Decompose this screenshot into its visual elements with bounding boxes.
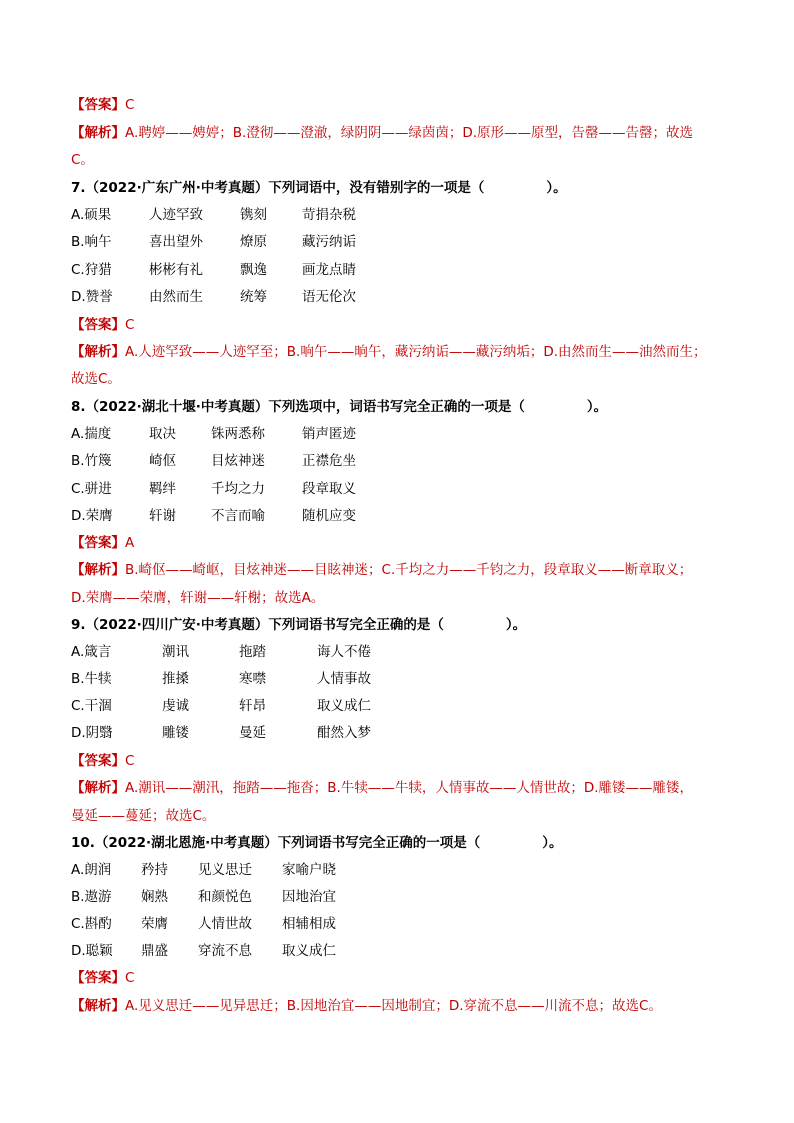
q8-stem	[71, 397, 724, 417]
q8-analysis-cont: D.荣膺——荣膺，轩谢——轩榭；故选A。	[71, 590, 325, 606]
q7-analysis-cont: 故选C。	[71, 371, 121, 387]
answer-value: A	[125, 535, 135, 551]
question-end: ）。	[586, 399, 608, 415]
question-end: ）。	[505, 617, 527, 633]
q9-analysis	[71, 778, 724, 798]
analysis-tag: 【解析】	[71, 998, 125, 1014]
analysis-text: A.见义思迁——见异思迁；B.因地治宜——因地制宜；D.穿流不息——川流不息；故选C。	[125, 998, 662, 1014]
question-text: 9.（2022·四川广安·中考真题）下列词语书写完全正确的是（	[71, 617, 444, 633]
answer-value: C	[125, 317, 135, 333]
question-end: ）。	[546, 180, 567, 196]
answer-value: C	[125, 97, 135, 113]
document-page: 【答案】C 【解析】A.聘婷——娉婷；B.澄彻——澄澈，绿阴阴——绿茵茵；D.原形——原型，告罄——告罄；故选 C。 7.（2022·广东广州·中考真题）下列词语中，没有错别字的一项是（ ）。 A.硕果 人迹罕致 镌刻 苛捐杂税 B.响午 喜出望外 燎原 藏污纳诟 C.狩猎 彬彬有礼 飘逸 画龙点睛 D.赞誉 由然而生 统筹 语无伦次 【答案】C 【解析】A.人迹罕致——人迹罕至；B.响午——晌午，藏污纳诟——藏污纳垢；D.由然而生——油然而生； 故选C。 8.（2022·湖北十堰·中考真题）下列选项中，词语书写完全正确的一项是（ ）。 A.揣度 取决 铢两悉称 销声匿迹 B.竹篾 崎伛 目炫神迷 正襟危坐 C.骈进 羁绊 千均之力 段章取义 D.荣膺 轩谢 不言而喻 随机应变 【答案】A 【解析】B.崎伛——崎岖，目炫神迷——目眩神迷；C.千均之力——千钧之力，段章取义——断章取义； D.荣膺——荣膺，轩谢——轩榭；故选A。 9.（2022·四川广安·中考真题）下列词语书写完全正确的是（ ）。 A.箴言 潮讯 拖踏 诲人不倦 B.牛犊 推搡 寒噤 人情事故 C.干涸 虔诚 轩昂 取义成仁 D.阴翳 雕镂 曼延 酣然入梦 【答案】C 【解析】A.潮讯——潮汛，拖踏——拖沓；B.牛犊——牛犊，人情事故——人情世故；D.雕镂——雕镂， 曼延——蔓延；故选C。 10.（2022·湖北恩施·中考真题）下列词语书写完全正确的一项是（ ）。 A.朗润 矜持 见义思迁 家喻户晓 B.遨游 娴熟 和颜悦色 因地治宜 C.斟酌 荣膺 人情世故 相辅相成 D.聪颖 鼎盛 穿流不息 取义成仁 【答案】C 【解析】A.见义思迁——见异思迁；B.因地治宜——因地制宜；D.穿流不息——川流不息；故选C。	[0, 0, 794, 1123]
q7-analysis	[71, 342, 724, 362]
analysis-tag: 【解析】	[71, 562, 125, 578]
q6-analysis-cont: C。	[71, 152, 94, 168]
answer-tag: 【答案】	[71, 97, 125, 113]
answer-tag: 【答案】	[71, 753, 125, 769]
q7-stem	[71, 178, 724, 198]
analysis-text: B.崎伛——崎岖，目炫神迷——目眩神迷；C.千均之力——千钧之力，段章取义——断章取义；	[125, 562, 693, 578]
answer-value: C	[125, 970, 135, 986]
q8-answer	[71, 533, 724, 553]
answer-tag: 【答案】	[71, 535, 125, 551]
analysis-tag: 【解析】	[71, 780, 125, 796]
q7-answer	[71, 315, 724, 335]
question-text: 8.（2022·湖北十堰·中考真题）下列选项中，词语书写完全正确的一项是（	[71, 399, 525, 415]
q9-stem	[71, 615, 724, 635]
q10-stem	[71, 833, 724, 853]
q10-answer	[71, 968, 724, 988]
q6-analysis	[71, 123, 724, 143]
analysis-tag: 【解析】	[71, 344, 125, 360]
answer-tag: 【答案】	[71, 317, 125, 333]
answer-tag: 【答案】	[71, 970, 125, 986]
q9-analysis-cont: 曼延——蔓延；故选C。	[71, 808, 216, 824]
question-text: 7.（2022·广东广州·中考真题）下列词语中，没有错别字的一项是（	[71, 180, 485, 196]
analysis-text: A.潮讯——潮汛，拖踏——拖沓；B.牛犊——牛犊，人情事故——人情世故；D.雕镂——雕镂，	[125, 780, 694, 796]
question-text: 10.（2022·湖北恩施·中考真题）下列词语书写完全正确的一项是（	[71, 835, 481, 851]
q6-answer	[71, 95, 724, 115]
answer-value: C	[125, 753, 135, 769]
question-end: ）。	[542, 835, 563, 851]
analysis-text: A.人迹罕致——人迹罕至；B.响午——晌午，藏污纳诟——藏污纳垢；D.由然而生——油然而生；	[125, 344, 707, 360]
analysis-text: A.聘婷——娉婷；B.澄彻——澄澈，绿阴阴——绿茵茵；D.原形——原型，告罄——告罄；故选	[125, 125, 694, 141]
q9-answer	[71, 751, 724, 771]
q10-analysis	[71, 996, 724, 1016]
q8-analysis	[71, 560, 724, 580]
analysis-tag: 【解析】	[71, 125, 125, 141]
